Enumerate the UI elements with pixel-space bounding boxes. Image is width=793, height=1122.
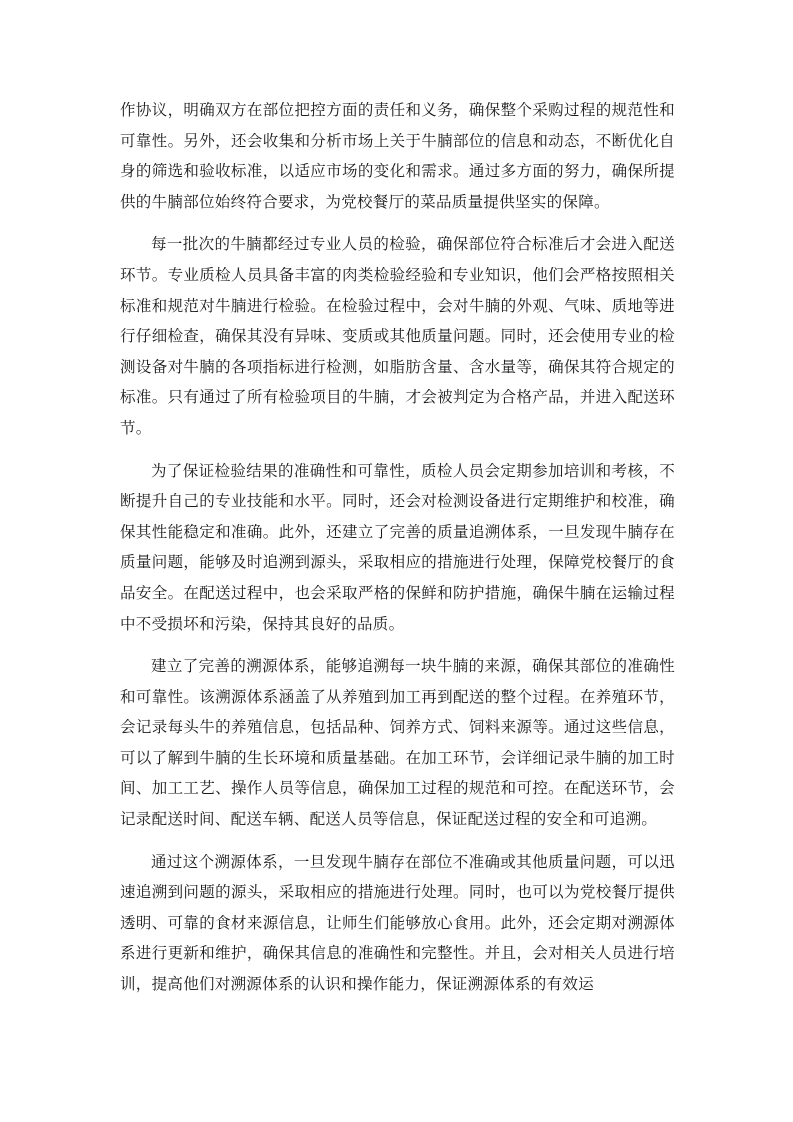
document-page — [120, 95, 675, 1012]
paragraph-3: 为了保证检验结果的准确性和可靠性，质检人员会定期参加培训和考核，不断提升自己的专业技能和水平。同时，还会对检测设备进行定期维护和校准，确保其性能稳定和准确。此外，还建立了完善的质量追溯体系，一旦发现牛腩存在质量问题，能够及时追溯到源头，采取相应的措施进行处理，保障党校餐厅的食品安全。在配送过程中，也会采取严格的保鲜和防护措施，确保牛腩在运输过程中不受损坏和污染，保持其良好的品质。 — [120, 461, 675, 633]
paragraph-4: 建立了完善的溯源体系，能够追溯每一块牛腩的来源，确保其部位的准确性和可靠性。该溯源体系涵盖了从养殖到加工再到配送的整个过程。在养殖环节，会记录每头牛的养殖信息，包括品种、饲养方式、饲料来源等。通过这些信息，可以了解到牛腩的生长环境和质量基础。在加工环节，会详细记录牛腩的加工时间、加工工艺、操作人员等信息，确保加工过程的规范和可控。在配送环节，会记录配送时间、配送车辆、配送人员等信息，保证配送过程的安全和可追溯。 — [120, 657, 675, 829]
paragraph-1: 作协议，明确双方在部位把控方面的责任和义务，确保整个采购过程的规范性和可靠性。另外，还会收集和分析市场上关于牛腩部位的信息和动态，不断优化自身的筛选和验收标准，以适应市场的变化和需求。通过多方面的努力，确保所提供的牛腩部位始终符合要求，为党校餐厅的菜品质量提供坚实的保障。 — [120, 101, 675, 211]
paragraph-5: 通过这个溯源体系，一旦发现牛腩存在部位不准确或其他质量问题，可以迅速追溯到问题的源头，采取相应的措施进行处理。同时，也可以为党校餐厅提供透明、可靠的食材来源信息，让师生们能够放心食用。此外，还会定期对溯源体系进行更新和维护，确保其信息的准确性和完整性。并且，会对相关人员进行培训，提高他们对溯源体系的认识和操作能力，保证溯源体系的有效运 — [120, 852, 675, 994]
paragraph-2: 每一批次的牛腩都经过专业人员的检验，确保部位符合标准后才会进入配送环节。专业质检人员具备丰富的肉类检验经验和专业知识，他们会严格按照相关标准和规范对牛腩进行检验。在检验过程中，会对牛腩的外观、气味、质地等进行仔细检查，确保其没有异味、变质或其他质量问题。同时，还会使用专业的检测设备对牛腩的各项指标进行检测，如脂肪含量、含水量等，确保其符合规定的标准。只有通过了所有检验项目的牛腩，才会被判定为合格产品，并进入配送环节。 — [120, 235, 675, 437]
